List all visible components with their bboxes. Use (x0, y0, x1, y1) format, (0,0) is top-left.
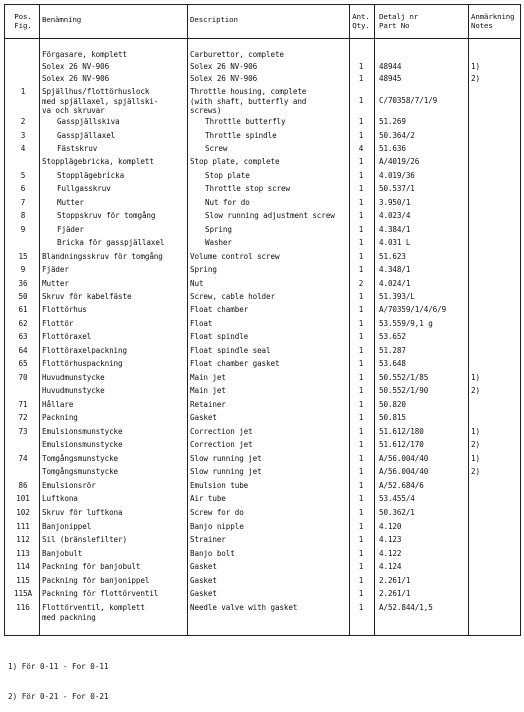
cell-pos-fig: 9 (20, 265, 26, 274)
cell-description: Needle valve with gasket (190, 603, 298, 612)
cell-description: Spring (205, 225, 232, 234)
cell-part-number: 51.612/170 (379, 440, 424, 449)
cell-quantity: 1 (358, 373, 364, 382)
cell-quantity: 1 (358, 400, 364, 409)
cell-swedish-name: Sil (bränslefilter) (42, 535, 127, 544)
cell-part-number: 51.393/L (379, 292, 415, 301)
cell-quantity: 1 (358, 198, 364, 207)
cell-quantity: 1 (358, 265, 364, 274)
cell-swedish-name: Flottörventil, komplett med packning (42, 603, 145, 622)
cell-description: Float spindle seal (190, 346, 271, 355)
cell-part-number: A/4019/26 (379, 157, 420, 166)
cell-swedish-name: Förgasare, komplett (42, 50, 127, 59)
cell-part-number: 53.648 (379, 359, 406, 368)
cell-pos-fig: 74 (18, 454, 28, 463)
cell-swedish-name: Solex 26 NV-906 (42, 62, 110, 71)
cell-quantity: 1 (358, 562, 364, 571)
cell-swedish-name: Packning (42, 413, 78, 422)
cell-part-number: 51.636 (379, 144, 406, 153)
cell-swedish-name: Packning för flottörventil (42, 589, 159, 598)
cell-quantity: 1 (358, 117, 364, 126)
cell-part-number: 48945 (379, 74, 402, 83)
cell-swedish-name: Skruv för kabelfäste (42, 292, 132, 301)
cell-description: Gasket (190, 562, 217, 571)
cell-quantity: 1 (358, 522, 364, 531)
cell-description: Retainer (190, 400, 226, 409)
cell-pos-fig: 7 (20, 198, 26, 207)
cell-pos-fig: 63 (18, 332, 28, 341)
cell-description: Stop plate, complete (190, 157, 280, 166)
cell-swedish-name: Mutter (57, 198, 84, 207)
cell-part-number: 4.348/1 (379, 265, 411, 274)
parts-table (4, 4, 521, 636)
cell-part-number: 4.122 (379, 549, 402, 558)
cell-description: Solex 26 NV-906 (190, 62, 258, 71)
column-divider (374, 5, 375, 635)
cell-quantity: 1 (358, 171, 364, 180)
cell-swedish-name: Stoppskruv för tomgång (57, 211, 156, 220)
cell-description: Gasket (190, 589, 217, 598)
cell-quantity: 1 (358, 481, 364, 490)
cell-pos-fig: 73 (18, 427, 28, 436)
cell-description: Washer (205, 238, 232, 247)
cell-pos-fig: 115 (16, 576, 30, 585)
cell-swedish-name: Stopplägebricka, komplett (42, 157, 154, 166)
cell-quantity: 1 (358, 346, 364, 355)
cell-part-number: 4.384/1 (379, 225, 411, 234)
cell-quantity: 1 (358, 386, 364, 395)
header-part-number: Detalj nr Part No (379, 12, 419, 30)
cell-swedish-name: Flottör (42, 319, 74, 328)
cell-pos-fig: 61 (18, 305, 28, 314)
cell-description: Correction jet (190, 440, 253, 449)
cell-pos-fig: 102 (16, 508, 30, 517)
cell-description: Screw, cable holder (190, 292, 275, 301)
cell-description: Throttle housing, complete (with shaft, butterfly and screws) (190, 87, 307, 116)
cell-description: Spring (190, 265, 217, 274)
cell-description: Throttle stop screw (205, 184, 290, 193)
cell-description: Gasket (190, 576, 217, 585)
cell-swedish-name: Banjobult (42, 549, 83, 558)
cell-quantity: 1 (358, 427, 364, 436)
cell-pos-fig: 101 (16, 494, 30, 503)
cell-quantity: 1 (358, 319, 364, 328)
cell-part-number: A/52.844/1,5 (379, 603, 433, 612)
cell-part-number: 4.024/1 (379, 279, 411, 288)
cell-part-number: 51.269 (379, 117, 406, 126)
cell-swedish-name: Flottörhus (42, 305, 87, 314)
cell-note: 1) (471, 454, 480, 463)
cell-description: Float spindle (190, 332, 249, 341)
cell-pos-fig: 9 (20, 225, 26, 234)
cell-part-number: 3.950/1 (379, 198, 411, 207)
cell-pos-fig: 112 (16, 535, 30, 544)
cell-swedish-name: Emulsionsmunstycke (42, 427, 123, 436)
cell-quantity: 1 (358, 603, 364, 612)
cell-part-number: 50.820 (379, 400, 406, 409)
cell-swedish-name: Solex 26 NV-906 (42, 74, 110, 83)
cell-quantity: 1 (358, 74, 364, 83)
header-swedish-name: Benämning (42, 15, 82, 24)
header-quantity: Ant. Qty. (352, 12, 370, 30)
cell-part-number: 4.019/36 (379, 171, 415, 180)
cell-swedish-name: Fjäder (42, 265, 69, 274)
cell-description: Banjo bolt (190, 549, 235, 558)
cell-part-number: A/52.684/6 (379, 481, 424, 490)
cell-quantity: 1 (358, 359, 364, 368)
cell-quantity: 1 (358, 292, 364, 301)
header-divider (5, 38, 520, 39)
cell-part-number: 2.261/1 (379, 576, 411, 585)
cell-note: 2) (471, 386, 480, 395)
cell-note: 1) (471, 373, 480, 382)
cell-part-number: 53.455/4 (379, 494, 415, 503)
cell-description: Banjo nipple (190, 522, 244, 531)
cell-swedish-name: Luftkona (42, 494, 78, 503)
cell-swedish-name: Stopplägebricka (57, 171, 125, 180)
cell-description: Carburettor, complete (190, 50, 284, 59)
cell-quantity: 1 (358, 413, 364, 422)
cell-pos-fig: 114 (16, 562, 30, 571)
cell-note: 1) (471, 427, 480, 436)
cell-part-number: 4.124 (379, 562, 402, 571)
cell-description: Stop plate (205, 171, 250, 180)
cell-description: Slow running jet (190, 467, 262, 476)
cell-description: Screw for do (190, 508, 244, 517)
header-notes: Anmärkning Notes (471, 12, 515, 30)
cell-part-number: A/56.004/40 (379, 454, 429, 463)
cell-swedish-name: Tomgångsmunstycke (42, 454, 119, 463)
cell-part-number: 50.537/1 (379, 184, 415, 193)
cell-swedish-name: Fjäder (57, 225, 84, 234)
footnote: 1) För 0-11 - For 0-11 (8, 662, 109, 671)
cell-pos-fig: 86 (18, 481, 28, 490)
cell-description: Screw (205, 144, 228, 153)
cell-swedish-name: Emulsionsmunstycke (42, 440, 123, 449)
cell-swedish-name: Flottörhuspackning (42, 359, 123, 368)
cell-pos-fig: 70 (18, 373, 28, 382)
cell-swedish-name: Packning för banjonippel (42, 576, 150, 585)
cell-part-number: 50.815 (379, 413, 406, 422)
cell-description: Gasket (190, 413, 217, 422)
cell-description: Float chamber gasket (190, 359, 280, 368)
cell-description: Volume control screw (190, 252, 280, 261)
cell-description: Emulsion tube (190, 481, 249, 490)
cell-part-number: 51.623 (379, 252, 406, 261)
cell-swedish-name: Bricka för gasspjällaxel (57, 238, 165, 247)
cell-description: Slow running jet (190, 454, 262, 463)
cell-description: Throttle spindle (205, 131, 277, 140)
cell-swedish-name: Gasspjällskiva (57, 117, 120, 126)
cell-swedish-name: Flottöraxel (42, 332, 92, 341)
cell-description: Nut for do (205, 198, 250, 207)
cell-quantity: 2 (358, 279, 364, 288)
cell-part-number: 50.362/1 (379, 508, 415, 517)
cell-swedish-name: Emulsionsrör (42, 481, 96, 490)
cell-pos-fig: 111 (16, 522, 30, 531)
cell-quantity: 1 (358, 494, 364, 503)
cell-pos-fig: 72 (18, 413, 28, 422)
cell-part-number: 50.552/1/85 (379, 373, 429, 382)
cell-description: Nut (190, 279, 204, 288)
cell-quantity: 1 (358, 211, 364, 220)
cell-part-number: 4.123 (379, 535, 402, 544)
cell-pos-fig: 62 (18, 319, 28, 328)
cell-pos-fig: 5 (20, 171, 26, 180)
cell-part-number: 4.031 L (379, 238, 411, 247)
cell-swedish-name: Tomgångsmunstycke (42, 467, 119, 476)
cell-note: 1) (471, 62, 480, 71)
cell-description: Main jet (190, 386, 226, 395)
cell-swedish-name: Packning för banjobult (42, 562, 141, 571)
cell-description: Solex 26 NV-906 (190, 74, 258, 83)
cell-quantity: 1 (358, 549, 364, 558)
cell-quantity: 1 (358, 131, 364, 140)
cell-swedish-name: Huvudmunstycke (42, 386, 105, 395)
cell-note: 2) (471, 440, 480, 449)
cell-quantity: 1 (358, 576, 364, 585)
cell-quantity: 1 (358, 440, 364, 449)
cell-part-number: A/70359/1/4/6/9 (379, 305, 447, 314)
column-divider (39, 5, 40, 635)
cell-pos-fig: 2 (20, 117, 26, 126)
cell-pos-fig: 15 (18, 252, 28, 261)
cell-swedish-name: Blandningsskruv för tomgång (42, 252, 163, 261)
cell-swedish-name: Mutter (42, 279, 69, 288)
cell-pos-fig: 64 (18, 346, 28, 355)
cell-description: Strainer (190, 535, 226, 544)
cell-pos-fig: 36 (18, 279, 28, 288)
cell-quantity: 1 (358, 467, 364, 476)
cell-quantity: 1 (358, 508, 364, 517)
cell-swedish-name: Gasspjällaxel (57, 131, 116, 140)
cell-swedish-name: Fullgasskruv (57, 184, 111, 193)
cell-part-number: 2.261/1 (379, 589, 411, 598)
cell-description: Slow running adjustment screw (205, 211, 335, 220)
cell-quantity: 1 (358, 305, 364, 314)
cell-description: Float (190, 319, 213, 328)
cell-description: Correction jet (190, 427, 253, 436)
cell-quantity: 1 (358, 252, 364, 261)
cell-quantity: 1 (358, 62, 364, 71)
cell-quantity: 4 (358, 144, 364, 153)
cell-swedish-name: Huvudmunstycke (42, 373, 105, 382)
cell-swedish-name: Banjonippel (42, 522, 92, 531)
cell-part-number: 50.364/2 (379, 131, 415, 140)
cell-description: Air tube (190, 494, 226, 503)
cell-part-number: A/56.004/40 (379, 467, 429, 476)
cell-swedish-name: Hållare (42, 400, 74, 409)
cell-part-number: 53.652 (379, 332, 406, 341)
cell-quantity: 1 (358, 184, 364, 193)
cell-quantity: 1 (358, 157, 364, 166)
cell-part-number: C/70358/7/1/9 (379, 96, 438, 105)
cell-quantity: 1 (358, 454, 364, 463)
cell-part-number: 50.552/1/90 (379, 386, 429, 395)
cell-pos-fig: 1 (20, 87, 26, 96)
cell-swedish-name: Flottöraxelpackning (42, 346, 127, 355)
cell-pos-fig: 71 (18, 400, 28, 409)
cell-pos-fig: 4 (20, 144, 26, 153)
cell-description: Float chamber (190, 305, 249, 314)
cell-quantity: 1 (358, 535, 364, 544)
cell-note: 2) (471, 467, 480, 476)
cell-part-number: 53.559/9,1 g (379, 319, 433, 328)
header-pos-fig: Pos. Fig. (14, 12, 32, 30)
cell-pos-fig: 65 (18, 359, 28, 368)
cell-description: Throttle butterfly (205, 117, 286, 126)
cell-part-number: 48944 (379, 62, 402, 71)
cell-pos-fig: 115A (14, 589, 32, 598)
cell-pos-fig: 8 (20, 211, 26, 220)
cell-part-number: 4.023/4 (379, 211, 411, 220)
cell-pos-fig: 6 (20, 184, 26, 193)
footnotes (8, 642, 109, 712)
cell-quantity: 1 (358, 238, 364, 247)
cell-description: Main jet (190, 373, 226, 382)
cell-pos-fig: 3 (20, 131, 26, 140)
cell-note: 2) (471, 74, 480, 83)
cell-quantity: 1 (358, 225, 364, 234)
footnote: 2) För 0-21 - For 0-21 (8, 692, 109, 701)
cell-quantity: 1 (358, 332, 364, 341)
cell-part-number: 51.287 (379, 346, 406, 355)
cell-swedish-name: Spjällhus/flottörhuslock med spjällaxel, spjällski- va och skruvar (42, 87, 159, 116)
cell-swedish-name: Fästskruv (57, 144, 98, 153)
cell-swedish-name: Skruv för luftkona (42, 508, 123, 517)
column-divider (468, 5, 469, 635)
cell-part-number: 4.120 (379, 522, 402, 531)
cell-pos-fig: 50 (18, 292, 28, 301)
cell-pos-fig: 113 (16, 549, 30, 558)
cell-quantity: 1 (358, 589, 364, 598)
column-divider (187, 5, 188, 635)
cell-pos-fig: 116 (16, 603, 30, 612)
cell-quantity: 1 (358, 96, 364, 105)
cell-part-number: 51.612/180 (379, 427, 424, 436)
header-description: Description (190, 15, 238, 24)
